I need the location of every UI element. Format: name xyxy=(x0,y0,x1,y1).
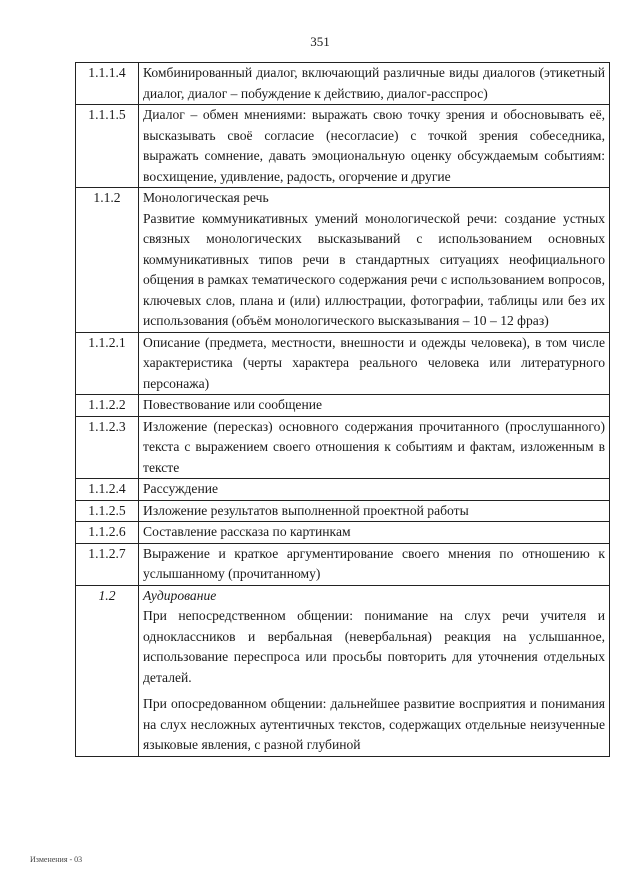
table-row xyxy=(76,416,610,479)
table-row xyxy=(76,395,610,417)
section-number: 1.1.1.4 xyxy=(76,63,139,105)
table-row xyxy=(76,479,610,501)
page-number: 351 xyxy=(310,34,330,49)
section-paragraph: Развитие коммуникативных умений монологической речи: создание устных связных монологических высказываний с использованием основных коммуникативных типов речи в стандартных ситуациях неофициального общения в рамках тематического содержания речи с использованием вопросов, ключевых слов, плана и (или) иллюстрации, фотографии, таблицы или без их использования (объём монологического высказывания – 10 – 12 фраз) xyxy=(143,210,605,328)
section-paragraph: Изложение (пересказ) основного содержания прочитанного (прослушанного) текста с выражением своего отношения к событиям и фактам, изложенным в тексте xyxy=(143,418,605,475)
section-number: 1.1.2 xyxy=(76,188,139,333)
section-number: 1.1.2.4 xyxy=(76,479,139,501)
table-row xyxy=(76,63,610,105)
section-content xyxy=(139,522,610,544)
section-number: 1.2 xyxy=(76,585,139,756)
section-paragraph: Описание (предмета, местности, внешности и одежды человека), в том числе характеристика (черты характера реального человека или литературного персонажа) xyxy=(143,334,605,391)
section-number: 1.1.2.7 xyxy=(76,543,139,585)
section-paragraph: При опосредованном общении: дальнейшее развитие восприятия и понимания на слух несложных аутентичных текстов, содержащих отдельные неизученные языковые явления, с разной глубиной xyxy=(143,696,605,752)
section-content xyxy=(139,500,610,522)
table-row xyxy=(76,500,610,522)
section-content xyxy=(139,416,610,479)
section-heading: Монологическая речь xyxy=(143,190,269,205)
section-paragraph: Комбинированный диалог, включающий различные виды диалогов (этикетный диалог, диалог – побуждение к действию, диалог-расспрос) xyxy=(143,65,605,101)
section-number: 1.1.2.3 xyxy=(76,416,139,479)
table-row xyxy=(76,543,610,585)
section-paragraph: Выражение и краткое аргументирование своего мнения по отношению к услышанному (прочитанному) xyxy=(143,545,605,581)
section-content xyxy=(139,332,610,395)
table-row xyxy=(76,585,610,756)
section-number: 1.1.1.5 xyxy=(76,105,139,188)
content-table xyxy=(75,62,610,757)
section-paragraph: Составление рассказа по картинкам xyxy=(143,524,351,539)
section-paragraph: Изложение результатов выполненной проектной работы xyxy=(143,502,469,518)
section-content xyxy=(139,543,610,585)
section-number: 1.1.2.2 xyxy=(76,395,139,417)
section-number: 1.1.2.5 xyxy=(76,500,139,522)
section-content xyxy=(139,105,610,188)
section-paragraph: Повествование или сообщение xyxy=(143,397,323,412)
section-content xyxy=(139,479,610,501)
table-row xyxy=(76,522,610,544)
section-content xyxy=(139,585,610,756)
footer-note: Изменения - 03 xyxy=(30,855,83,864)
section-number: 1.1.2.6 xyxy=(76,522,139,544)
table-row xyxy=(76,188,610,333)
table-row xyxy=(76,332,610,395)
section-paragraph: При непосредственном общении: понимание на слух речи учителя и одноклассников и вербальная (невербальная) реакция на услышанное, использование переспроса или просьбы повторить для уточнения отдельных деталей. xyxy=(143,608,605,685)
section-content xyxy=(139,188,610,333)
section-number: 1.1.2.1 xyxy=(76,332,139,395)
section-content xyxy=(139,63,610,105)
section-paragraph: Диалог – обмен мнениями: выражать свою точку зрения и обосновывать её, высказывать своё согласие (несогласие) с точкой зрения собеседника, выражать сомнение, давать эмоциональную оценку обсуждаемым событиям: восхищение, удивление, радость, огорчение и другие xyxy=(143,107,605,184)
section-heading: Аудирование xyxy=(143,587,217,603)
section-content xyxy=(139,395,610,417)
section-paragraph: Рассуждение xyxy=(143,481,219,496)
table-row xyxy=(76,105,610,188)
